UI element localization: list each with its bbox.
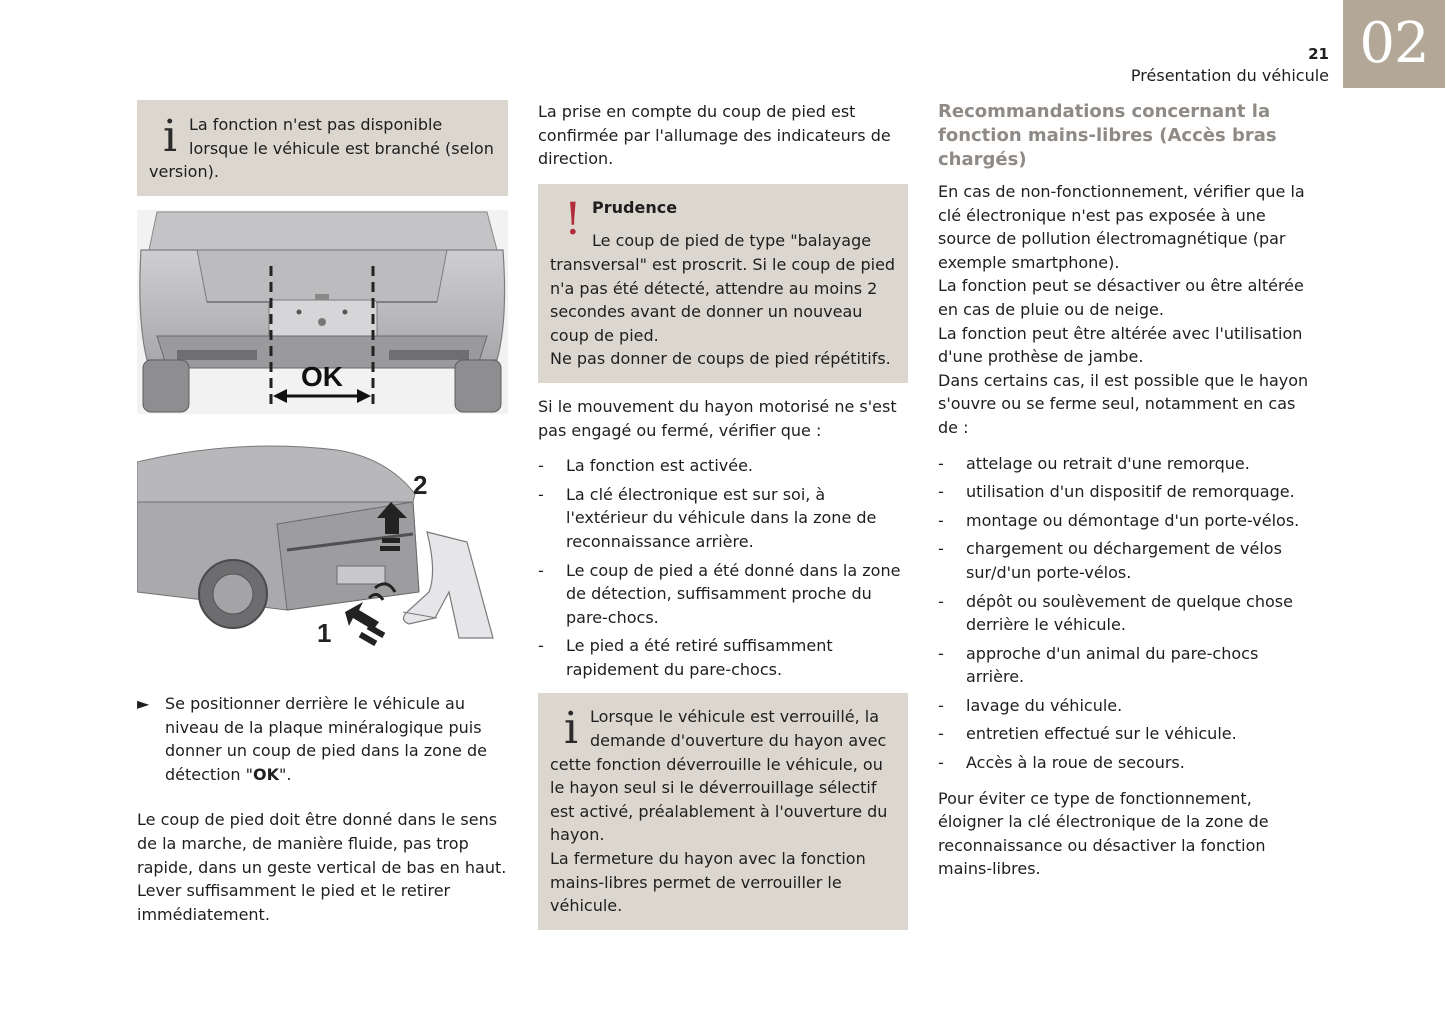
- list-item: - lavage du véhicule.: [938, 694, 1318, 718]
- checks-intro: Si le mouvement du hayon motorisé ne s'est pas engagé ou fermé, vérifier que :: [538, 396, 897, 440]
- warning-icon: !: [564, 193, 582, 245]
- list-item: - Le pied a été retiré suffisamment rapidement du pare-chocs.: [538, 634, 908, 681]
- list-item: - attelage ou retrait d'une remorque.: [938, 452, 1318, 476]
- list-item: - entretien effectué sur le véhicule.: [938, 722, 1318, 746]
- list-item: - montage ou démontage d'un porte-vélos.: [938, 509, 1318, 533]
- page-number: 21: [1308, 45, 1329, 63]
- info-box-text: La fonction n'est pas disponible lorsque le véhicule est branché (selon version).: [149, 115, 494, 182]
- cases-list: [938, 452, 1318, 775]
- instruction-step: [137, 692, 508, 786]
- kick-guidance-paragraph: Le coup de pied doit être donné dans le sens de la marche, de manière fluide, pas trop rapide, dans un geste vertical de bas en haut. Lever suffisamment le pied et le retirer immédiatement.: [137, 810, 507, 924]
- confirmation-paragraph: La prise en compte du coup de pied est confirmée par l'allumage des indicateurs de direction.: [538, 102, 891, 169]
- recommendation-p1: En cas de non-fonctionnement, vérifier que la clé électronique n'est pas exposée à une source de pollution électromagnétique (par exemple smartphone).: [938, 182, 1305, 272]
- recommendations-title: Recommandations concernant la fonction mains-libres (Accès bras chargés): [938, 101, 1277, 170]
- figure-label-1: 1: [317, 618, 332, 648]
- list-item: - chargement ou déchargement de vélos sur/d'un porte-vélos.: [938, 537, 1318, 584]
- triangle-bullet-icon: ►: [137, 694, 150, 713]
- info-icon: i: [163, 111, 178, 162]
- list-item: - approche d'un animal du pare-chocs arrière.: [938, 642, 1318, 689]
- list-item: - Accès à la roue de secours.: [938, 751, 1318, 775]
- warning-title: Prudence: [592, 197, 678, 217]
- checks-list: [538, 454, 908, 681]
- info-text-2: La fermeture du hayon avec la fonction mains-libres permet de verrouiller le véhicule.: [550, 849, 866, 916]
- column-middle: [538, 100, 908, 930]
- info-box-locking: [538, 693, 908, 929]
- list-item: - dépôt ou soulèvement de quelque chose derrière le véhicule.: [938, 590, 1318, 637]
- column-left: [137, 100, 508, 926]
- closing-paragraph: Pour éviter ce type de fonctionnement, éloigner la clé électronique de la zone de reconnaissance ou désactiver la fonction mains-libres.: [938, 788, 1269, 879]
- list-item: - La clé électronique est sur soi, à l'extérieur du véhicule dans la zone de reconnaissance arrière.: [538, 483, 908, 554]
- step-text-part2: ".: [279, 764, 292, 784]
- warning-text-1: Le coup de pied de type "balayage transversal" est proscrit. Si le coup de pied n'a pas été détecté, attendre au moins 2 secondes avant de donner un nouveau coup de pied.: [550, 231, 896, 345]
- figure-label-2: 2: [413, 470, 428, 500]
- section-title: Présentation du véhicule: [1130, 66, 1329, 85]
- list-item: - Le coup de pied a été donné dans la zone de détection, suffisamment proche du pare-chocs.: [538, 559, 908, 630]
- info-box-charging: [137, 100, 508, 196]
- info-icon: i: [564, 703, 579, 755]
- list-item: - utilisation d'un dispositif de remorquage.: [938, 480, 1318, 504]
- step-text-part1: Se positionner derrière le véhicule au niveau de la plaque minéralogique puis donner un coup de pied dans la zone de détection ": [165, 694, 487, 784]
- figure-rear-ok-zone: [137, 210, 508, 414]
- recommendation-p3: La fonction peut être altérée avec l'utilisation d'une prothèse de jambe.: [938, 323, 1303, 367]
- info-text-1: Lorsque le véhicule est verrouillé, la demande d'ouverture du hayon avec cette fonction déverrouille le véhicule, ou le hayon seul si le déverrouillage sélectif est activé, préalablement à l'ouverture du hayon.: [550, 707, 888, 845]
- figure-kick-gesture: [137, 442, 508, 662]
- recommendation-p2: La fonction peut se désactiver ou être altérée en cas de pluie ou de neige.: [938, 276, 1304, 319]
- column-right: [938, 100, 1318, 881]
- list-item: - La fonction est activée.: [538, 454, 908, 478]
- warning-text-2: Ne pas donner de coups de pied répétitifs.: [550, 349, 891, 369]
- figure-ok-label: OK: [301, 361, 343, 392]
- step-text-ok: OK: [253, 764, 280, 784]
- recommendation-p4: Dans certains cas, il est possible que le hayon s'ouvre ou se ferme seul, notamment en cas de :: [938, 370, 1309, 437]
- warning-box: [538, 184, 908, 383]
- chapter-tab: 02: [1343, 0, 1445, 88]
